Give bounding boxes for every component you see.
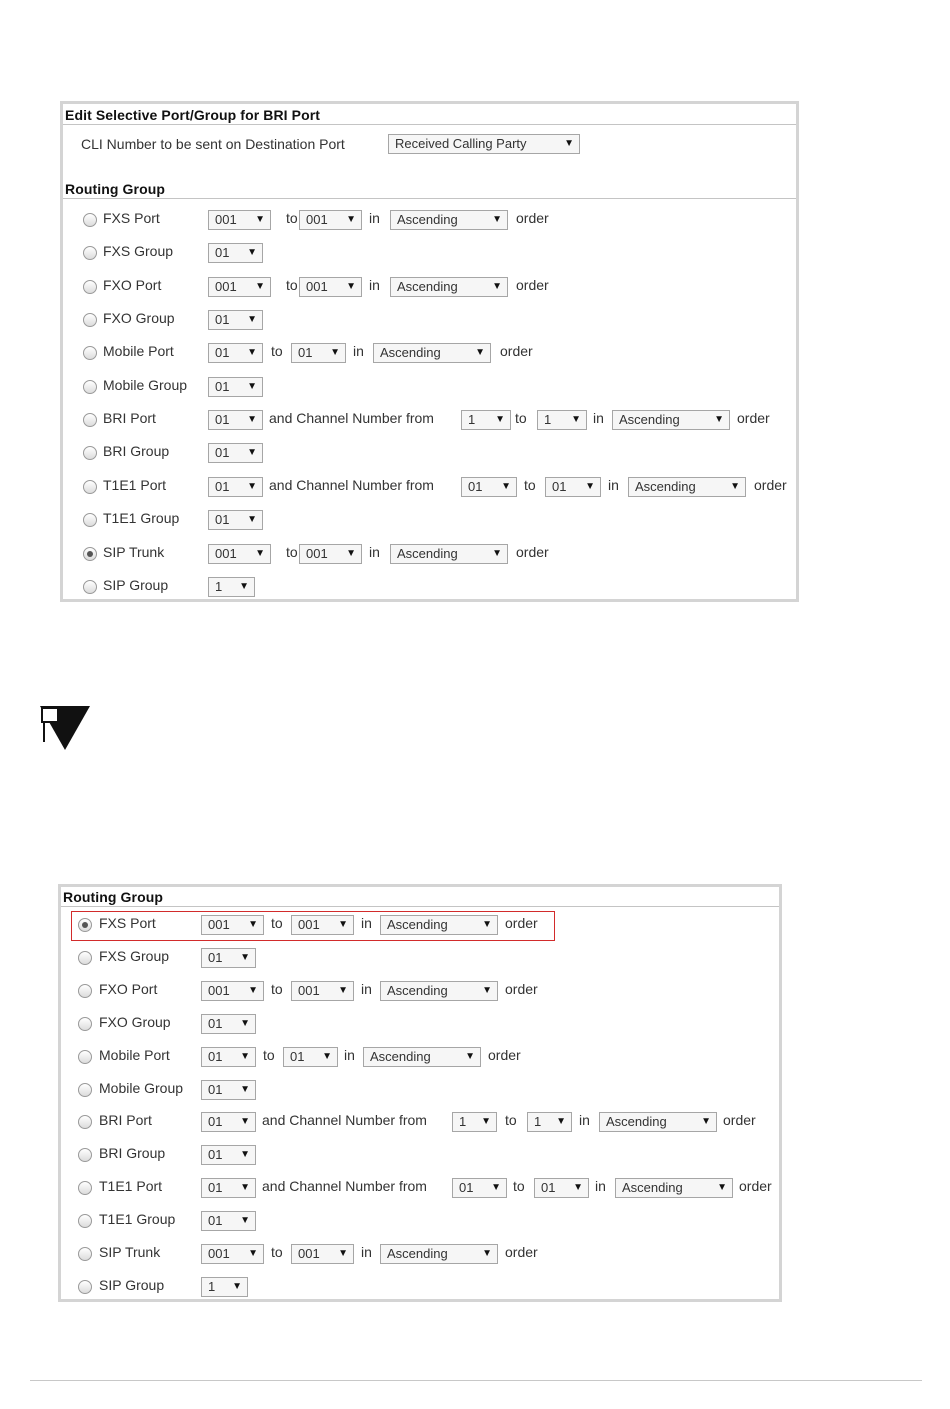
fxs-group-value: 01 bbox=[208, 949, 223, 965]
fxs-port-to-value: 001 bbox=[306, 212, 328, 227]
routing-row-bri-group bbox=[61, 1144, 779, 1170]
routing-row-mobile-port bbox=[63, 342, 796, 368]
to-label: to bbox=[513, 1178, 525, 1195]
order-label: order bbox=[754, 476, 787, 493]
fxs-port-to-select[interactable] bbox=[299, 210, 362, 230]
chevron-down-icon: ▼ bbox=[255, 214, 265, 225]
to-label: to bbox=[524, 476, 536, 493]
in-label: in bbox=[593, 410, 604, 427]
chevron-down-icon: ▼ bbox=[573, 1182, 583, 1194]
t1e1-group-select[interactable] bbox=[201, 1211, 256, 1231]
t1e1-port-channel-from-select[interactable] bbox=[452, 1178, 507, 1198]
chevron-down-icon: ▼ bbox=[492, 547, 502, 559]
routing-row-sip-trunk bbox=[63, 543, 796, 569]
sip-trunk-from-select[interactable] bbox=[208, 544, 271, 564]
sip-trunk-from-value: 001 bbox=[208, 1246, 230, 1261]
chevron-down-icon: ▼ bbox=[247, 347, 257, 359]
fxo-group-radio[interactable] bbox=[83, 313, 97, 327]
t1e1-group-radio[interactable] bbox=[83, 513, 97, 527]
routing-group-panel bbox=[58, 884, 782, 1302]
edit-selective-port-panel bbox=[60, 101, 799, 602]
sip-trunk-label: SIP Trunk bbox=[99, 1244, 161, 1260]
mobile-port-radio[interactable] bbox=[78, 1050, 92, 1064]
bri-port-channel-from-value: 1 bbox=[468, 412, 476, 428]
sip-group-label: SIP Group bbox=[99, 1276, 165, 1293]
bri-port-order-value: Ascending bbox=[606, 1114, 667, 1130]
chevron-down-icon: ▼ bbox=[248, 919, 258, 930]
t1e1-port-channel-from-value: 01 bbox=[468, 478, 483, 494]
note-icon bbox=[36, 704, 92, 752]
routing-row-t1e1-group bbox=[63, 509, 796, 535]
order-label: order bbox=[739, 1178, 772, 1195]
fxo-port-from-select[interactable] bbox=[208, 277, 271, 297]
routing-row-bri-port bbox=[61, 1111, 779, 1137]
bri-port-order-select[interactable] bbox=[599, 1112, 717, 1132]
t1e1-port-channel-from-value: 01 bbox=[459, 1180, 474, 1196]
chevron-down-icon: ▼ bbox=[240, 951, 250, 963]
fxs-group-label: FXS Group bbox=[103, 243, 174, 260]
chevron-down-icon: ▼ bbox=[346, 280, 356, 292]
bri-group-radio[interactable] bbox=[78, 1148, 92, 1162]
chevron-down-icon: ▼ bbox=[338, 1248, 348, 1259]
mobile-group-radio[interactable] bbox=[78, 1083, 92, 1097]
sip-trunk-label: SIP Trunk bbox=[103, 543, 165, 560]
fxo-group-label: FXO Group bbox=[103, 310, 175, 327]
sip-trunk-radio[interactable] bbox=[83, 547, 97, 561]
fxo-group-value: 01 bbox=[208, 1015, 223, 1031]
fxs-port-from-value: 001 bbox=[215, 212, 237, 227]
chevron-down-icon: ▼ bbox=[338, 919, 348, 930]
routing-row-fxs-port bbox=[63, 209, 796, 235]
t1e1-port-channel-to-value: 01 bbox=[541, 1180, 556, 1196]
mobile-port-from-value: 01 bbox=[208, 1048, 223, 1064]
order-label: order bbox=[505, 1244, 538, 1260]
chevron-down-icon: ▼ bbox=[240, 1017, 250, 1029]
bri-port-label: BRI Port bbox=[99, 1112, 152, 1129]
chevron-down-icon: ▼ bbox=[701, 1116, 711, 1128]
bri-group-label: BRI Group bbox=[103, 443, 170, 460]
routing-row-fxs-port bbox=[61, 914, 779, 940]
chevron-down-icon: ▼ bbox=[501, 480, 511, 492]
bri-group-select[interactable] bbox=[208, 443, 263, 463]
t1e1-port-channel-to-select[interactable] bbox=[534, 1178, 589, 1198]
sip-group-select[interactable] bbox=[208, 577, 255, 597]
to-label: to bbox=[515, 410, 527, 427]
mobile-port-to-value: 01 bbox=[298, 345, 313, 361]
in-label: in bbox=[361, 915, 372, 931]
bri-group-label: BRI Group bbox=[99, 1145, 166, 1162]
in-label: in bbox=[608, 476, 619, 493]
mobile-port-to-select[interactable] bbox=[283, 1047, 338, 1067]
fxo-port-from-value: 001 bbox=[215, 278, 237, 294]
bri-group-value: 01 bbox=[215, 445, 230, 461]
t1e1-port-number-select[interactable] bbox=[208, 477, 263, 497]
mobile-group-value: 01 bbox=[215, 378, 230, 394]
fxs-port-from-select[interactable] bbox=[208, 210, 271, 230]
to-label: to bbox=[271, 915, 283, 931]
chevron-down-icon: ▼ bbox=[239, 580, 249, 592]
t1e1-port-channel-to-value: 01 bbox=[552, 478, 567, 494]
mobile-group-select[interactable] bbox=[201, 1080, 256, 1100]
order-label: order bbox=[505, 980, 538, 997]
routing-row-fxo-group bbox=[61, 1013, 779, 1039]
chevron-down-icon: ▼ bbox=[322, 1050, 332, 1062]
bri-port-channel-to-value: 1 bbox=[534, 1114, 542, 1130]
fxs-port-from-value: 001 bbox=[208, 917, 230, 932]
mobile-port-to-value: 01 bbox=[290, 1048, 305, 1064]
bri-port-radio[interactable] bbox=[83, 413, 97, 427]
chevron-down-icon: ▼ bbox=[240, 1149, 250, 1161]
order-label: order bbox=[516, 210, 549, 226]
in-label: in bbox=[579, 1112, 590, 1129]
mobile-port-label: Mobile Port bbox=[103, 343, 174, 360]
to-label: to bbox=[271, 980, 283, 997]
routing-row-fxs-group bbox=[61, 947, 779, 973]
footer-divider bbox=[30, 1380, 922, 1381]
bri-port-order-select[interactable] bbox=[612, 410, 730, 430]
channel-number-label: and Channel Number from bbox=[269, 476, 434, 493]
routing-row-sip-group bbox=[61, 1276, 779, 1302]
bri-group-select[interactable] bbox=[201, 1145, 256, 1165]
order-label: order bbox=[723, 1112, 756, 1129]
bri-port-number-value: 01 bbox=[208, 1114, 223, 1130]
t1e1-port-radio[interactable] bbox=[83, 480, 97, 494]
bri-group-value: 01 bbox=[208, 1147, 223, 1163]
sip-trunk-order-value: Ascending bbox=[397, 545, 458, 561]
chevron-down-icon: ▼ bbox=[571, 414, 581, 426]
fxo-port-order-value: Ascending bbox=[387, 982, 448, 998]
t1e1-group-radio[interactable] bbox=[78, 1214, 92, 1228]
chevron-down-icon: ▼ bbox=[247, 247, 257, 259]
fxo-port-from-value: 001 bbox=[208, 982, 230, 998]
fxo-group-value: 01 bbox=[215, 312, 230, 328]
routing-row-sip-trunk bbox=[61, 1243, 779, 1269]
chevron-down-icon: ▼ bbox=[556, 1116, 566, 1128]
chevron-down-icon: ▼ bbox=[247, 414, 257, 426]
t1e1-port-order-value: Ascending bbox=[635, 478, 696, 494]
routing-row-fxo-port bbox=[63, 276, 796, 302]
panel-title: Edit Selective Port/Group for BRI Port bbox=[65, 107, 321, 123]
routing-group-title: Routing Group bbox=[63, 889, 164, 905]
chevron-down-icon: ▼ bbox=[240, 1116, 250, 1128]
chevron-down-icon: ▼ bbox=[247, 480, 257, 492]
chevron-down-icon: ▼ bbox=[481, 1116, 491, 1128]
fxo-group-select[interactable] bbox=[208, 310, 263, 330]
routing-group-divider bbox=[63, 198, 796, 199]
fxo-port-order-select[interactable] bbox=[380, 981, 498, 1001]
chevron-down-icon: ▼ bbox=[247, 314, 257, 326]
fxs-group-select[interactable] bbox=[208, 243, 263, 263]
fxs-port-order-value: Ascending bbox=[387, 917, 448, 932]
chevron-down-icon: ▼ bbox=[240, 1182, 250, 1194]
chevron-down-icon: ▼ bbox=[247, 380, 257, 392]
fxs-group-select[interactable] bbox=[201, 948, 256, 968]
sip-trunk-from-value: 001 bbox=[215, 545, 237, 561]
mobile-port-from-select[interactable] bbox=[208, 343, 263, 363]
in-label: in bbox=[595, 1178, 606, 1195]
chevron-down-icon: ▼ bbox=[491, 1182, 501, 1194]
order-label: order bbox=[505, 915, 538, 931]
fxo-port-radio[interactable] bbox=[78, 984, 92, 998]
sip-trunk-radio[interactable] bbox=[78, 1247, 92, 1261]
routing-row-fxo-group bbox=[63, 309, 796, 335]
fxs-port-to-select[interactable] bbox=[291, 915, 354, 935]
channel-number-label: and Channel Number from bbox=[262, 1178, 427, 1195]
routing-group-divider bbox=[61, 906, 779, 907]
t1e1-port-order-select[interactable] bbox=[615, 1178, 733, 1198]
t1e1-port-number-value: 01 bbox=[215, 478, 230, 494]
to-label: to bbox=[271, 343, 283, 360]
chevron-down-icon: ▼ bbox=[338, 984, 348, 996]
fxs-group-radio[interactable] bbox=[83, 246, 97, 260]
t1e1-port-order-select[interactable] bbox=[628, 477, 746, 497]
routing-row-t1e1-group bbox=[61, 1210, 779, 1236]
chevron-down-icon: ▼ bbox=[482, 1248, 492, 1259]
chevron-down-icon: ▼ bbox=[240, 1050, 250, 1062]
in-label: in bbox=[361, 980, 372, 997]
fxs-group-label: FXS Group bbox=[99, 947, 170, 964]
bri-port-channel-to-select[interactable] bbox=[537, 410, 587, 430]
fxo-port-label: FXO Port bbox=[103, 276, 162, 293]
chevron-down-icon: ▼ bbox=[240, 1215, 250, 1227]
order-label: order bbox=[516, 543, 549, 560]
t1e1-port-number-select[interactable] bbox=[201, 1178, 256, 1198]
order-label: order bbox=[500, 343, 533, 360]
mobile-port-order-select[interactable] bbox=[363, 1047, 481, 1067]
mobile-group-label: Mobile Group bbox=[99, 1079, 184, 1096]
fxs-port-label: FXS Port bbox=[103, 210, 160, 226]
chevron-down-icon: ▼ bbox=[714, 414, 724, 426]
chevron-down-icon: ▼ bbox=[330, 347, 340, 359]
sip-trunk-from-select[interactable] bbox=[201, 1244, 264, 1264]
channel-number-label: and Channel Number from bbox=[262, 1112, 427, 1129]
chevron-down-icon: ▼ bbox=[240, 1083, 250, 1095]
t1e1-group-label: T1E1 Group bbox=[99, 1211, 176, 1228]
chevron-down-icon: ▼ bbox=[585, 480, 595, 492]
chevron-down-icon: ▼ bbox=[247, 447, 257, 459]
fxs-port-radio[interactable] bbox=[78, 918, 92, 932]
chevron-down-icon: ▼ bbox=[730, 480, 740, 492]
chevron-down-icon: ▼ bbox=[492, 214, 502, 225]
fxs-port-label: FXS Port bbox=[99, 915, 156, 931]
fxs-port-from-select[interactable] bbox=[201, 915, 264, 935]
bri-port-number-select[interactable] bbox=[201, 1112, 256, 1132]
bri-port-channel-to-value: 1 bbox=[544, 412, 552, 428]
routing-row-bri-group bbox=[63, 442, 796, 468]
bri-group-radio[interactable] bbox=[83, 446, 97, 460]
mobile-port-order-value: Ascending bbox=[380, 345, 441, 361]
order-label: order bbox=[516, 276, 549, 293]
bri-port-channel-from-select[interactable] bbox=[461, 410, 511, 430]
bri-port-order-value: Ascending bbox=[619, 412, 680, 428]
chevron-down-icon: ▼ bbox=[255, 547, 265, 559]
chevron-down-icon: ▼ bbox=[475, 347, 485, 359]
to-label: to bbox=[286, 276, 298, 293]
fxo-port-from-select[interactable] bbox=[201, 981, 264, 1001]
mobile-group-radio[interactable] bbox=[83, 380, 97, 394]
routing-row-t1e1-port bbox=[63, 476, 796, 502]
mobile-port-from-select[interactable] bbox=[201, 1047, 256, 1067]
fxo-port-to-value: 001 bbox=[298, 982, 320, 998]
sip-trunk-to-value: 001 bbox=[306, 545, 328, 561]
in-label: in bbox=[369, 210, 380, 226]
to-label: to bbox=[505, 1112, 517, 1129]
fxo-port-to-select[interactable] bbox=[291, 981, 354, 1001]
chevron-down-icon: ▼ bbox=[255, 280, 265, 292]
sip-group-radio[interactable] bbox=[83, 580, 97, 594]
fxo-group-radio[interactable] bbox=[78, 1017, 92, 1031]
chevron-down-icon: ▼ bbox=[346, 214, 356, 225]
mobile-port-label: Mobile Port bbox=[99, 1046, 170, 1063]
channel-number-label: and Channel Number from bbox=[269, 410, 434, 427]
routing-row-bri-port bbox=[63, 409, 796, 435]
t1e1-port-channel-from-select[interactable] bbox=[461, 477, 517, 497]
routing-row-t1e1-port bbox=[61, 1177, 779, 1203]
cli-number-value: Received Calling Party bbox=[395, 136, 527, 151]
mobile-group-value: 01 bbox=[208, 1081, 223, 1097]
mobile-port-radio[interactable] bbox=[83, 346, 97, 360]
to-label: to bbox=[286, 210, 298, 226]
t1e1-port-radio[interactable] bbox=[78, 1181, 92, 1195]
bri-port-number-select[interactable] bbox=[208, 410, 263, 430]
chevron-down-icon: ▼ bbox=[482, 984, 492, 996]
in-label: in bbox=[361, 1244, 372, 1260]
fxo-port-label: FXO Port bbox=[99, 980, 158, 997]
t1e1-port-channel-to-select[interactable] bbox=[545, 477, 601, 497]
sip-trunk-order-select[interactable] bbox=[380, 1244, 498, 1264]
order-label: order bbox=[737, 410, 770, 427]
in-label: in bbox=[369, 276, 380, 293]
fxs-group-value: 01 bbox=[215, 245, 230, 261]
mobile-port-order-select[interactable] bbox=[373, 343, 491, 363]
chevron-down-icon: ▼ bbox=[717, 1182, 727, 1194]
fxs-port-to-value: 001 bbox=[298, 917, 320, 932]
to-label: to bbox=[286, 543, 298, 560]
title-divider bbox=[63, 124, 796, 125]
routing-group-title: Routing Group bbox=[65, 181, 166, 197]
fxo-port-order-value: Ascending bbox=[397, 278, 458, 294]
fxo-group-select[interactable] bbox=[201, 1014, 256, 1034]
to-label: to bbox=[263, 1046, 275, 1063]
chevron-down-icon: ▼ bbox=[465, 1050, 475, 1062]
routing-row-fxs-group bbox=[63, 242, 796, 268]
mobile-port-to-select[interactable] bbox=[291, 343, 346, 363]
fxo-port-to-select[interactable] bbox=[299, 277, 362, 297]
sip-trunk-to-select[interactable] bbox=[299, 544, 362, 564]
sip-trunk-to-value: 001 bbox=[298, 1246, 320, 1261]
fxs-port-radio[interactable] bbox=[83, 213, 97, 227]
chevron-down-icon: ▼ bbox=[247, 514, 257, 526]
t1e1-port-number-value: 01 bbox=[208, 1180, 223, 1196]
bri-port-channel-from-select[interactable] bbox=[452, 1112, 497, 1132]
chevron-down-icon: ▼ bbox=[248, 984, 258, 996]
routing-row-mobile-group bbox=[61, 1079, 779, 1105]
bri-port-radio[interactable] bbox=[78, 1115, 92, 1129]
mobile-group-select[interactable] bbox=[208, 377, 263, 397]
fxo-port-to-value: 001 bbox=[306, 278, 328, 294]
chevron-down-icon: ▼ bbox=[232, 1280, 242, 1292]
sip-group-radio[interactable] bbox=[78, 1280, 92, 1294]
chevron-down-icon: ▼ bbox=[492, 280, 502, 292]
sip-trunk-order-select[interactable] bbox=[390, 544, 508, 564]
chevron-down-icon: ▼ bbox=[495, 414, 505, 426]
routing-row-mobile-port bbox=[61, 1046, 779, 1072]
chevron-down-icon: ▼ bbox=[346, 547, 356, 559]
t1e1-group-value: 01 bbox=[208, 1213, 223, 1229]
sip-group-select[interactable] bbox=[201, 1277, 248, 1297]
fxs-port-order-select[interactable] bbox=[380, 915, 498, 935]
fxs-group-radio[interactable] bbox=[78, 951, 92, 965]
fxs-port-order-select[interactable] bbox=[390, 210, 508, 230]
mobile-port-order-value: Ascending bbox=[370, 1048, 431, 1064]
sip-group-value: 1 bbox=[208, 1278, 216, 1294]
to-label: to bbox=[271, 1244, 283, 1260]
fxs-port-order-value: Ascending bbox=[397, 212, 458, 227]
sip-group-label: SIP Group bbox=[103, 576, 169, 593]
in-label: in bbox=[353, 343, 364, 360]
fxo-group-label: FXO Group bbox=[99, 1013, 171, 1030]
mobile-group-label: Mobile Group bbox=[103, 376, 188, 393]
t1e1-group-value: 01 bbox=[215, 512, 230, 528]
sip-trunk-to-select[interactable] bbox=[291, 1244, 354, 1264]
order-label: order bbox=[488, 1046, 521, 1063]
sip-group-value: 1 bbox=[215, 578, 223, 594]
routing-row-mobile-group bbox=[63, 376, 796, 402]
t1e1-port-order-value: Ascending bbox=[622, 1180, 683, 1196]
cli-number-label: CLI Number to be sent on Destination Port bbox=[81, 136, 345, 152]
bri-port-label: BRI Port bbox=[103, 410, 156, 427]
t1e1-port-label: T1E1 Port bbox=[99, 1178, 163, 1195]
cli-number-select[interactable] bbox=[388, 134, 580, 154]
chevron-down-icon: ▼ bbox=[482, 919, 492, 930]
routing-row-sip-group bbox=[63, 576, 796, 602]
in-label: in bbox=[344, 1046, 355, 1063]
t1e1-group-select[interactable] bbox=[208, 510, 263, 530]
bri-port-channel-from-value: 1 bbox=[459, 1114, 467, 1130]
t1e1-group-label: T1E1 Group bbox=[103, 510, 180, 527]
in-label: in bbox=[369, 543, 380, 560]
fxo-port-radio[interactable] bbox=[83, 280, 97, 294]
t1e1-port-label: T1E1 Port bbox=[103, 476, 167, 493]
chevron-down-icon: ▼ bbox=[564, 138, 574, 149]
fxo-port-order-select[interactable] bbox=[390, 277, 508, 297]
mobile-port-from-value: 01 bbox=[215, 345, 230, 361]
bri-port-number-value: 01 bbox=[215, 412, 230, 428]
routing-row-fxo-port bbox=[61, 980, 779, 1006]
sip-trunk-order-value: Ascending bbox=[387, 1246, 448, 1261]
chevron-down-icon: ▼ bbox=[248, 1248, 258, 1259]
bri-port-channel-to-select[interactable] bbox=[527, 1112, 572, 1132]
